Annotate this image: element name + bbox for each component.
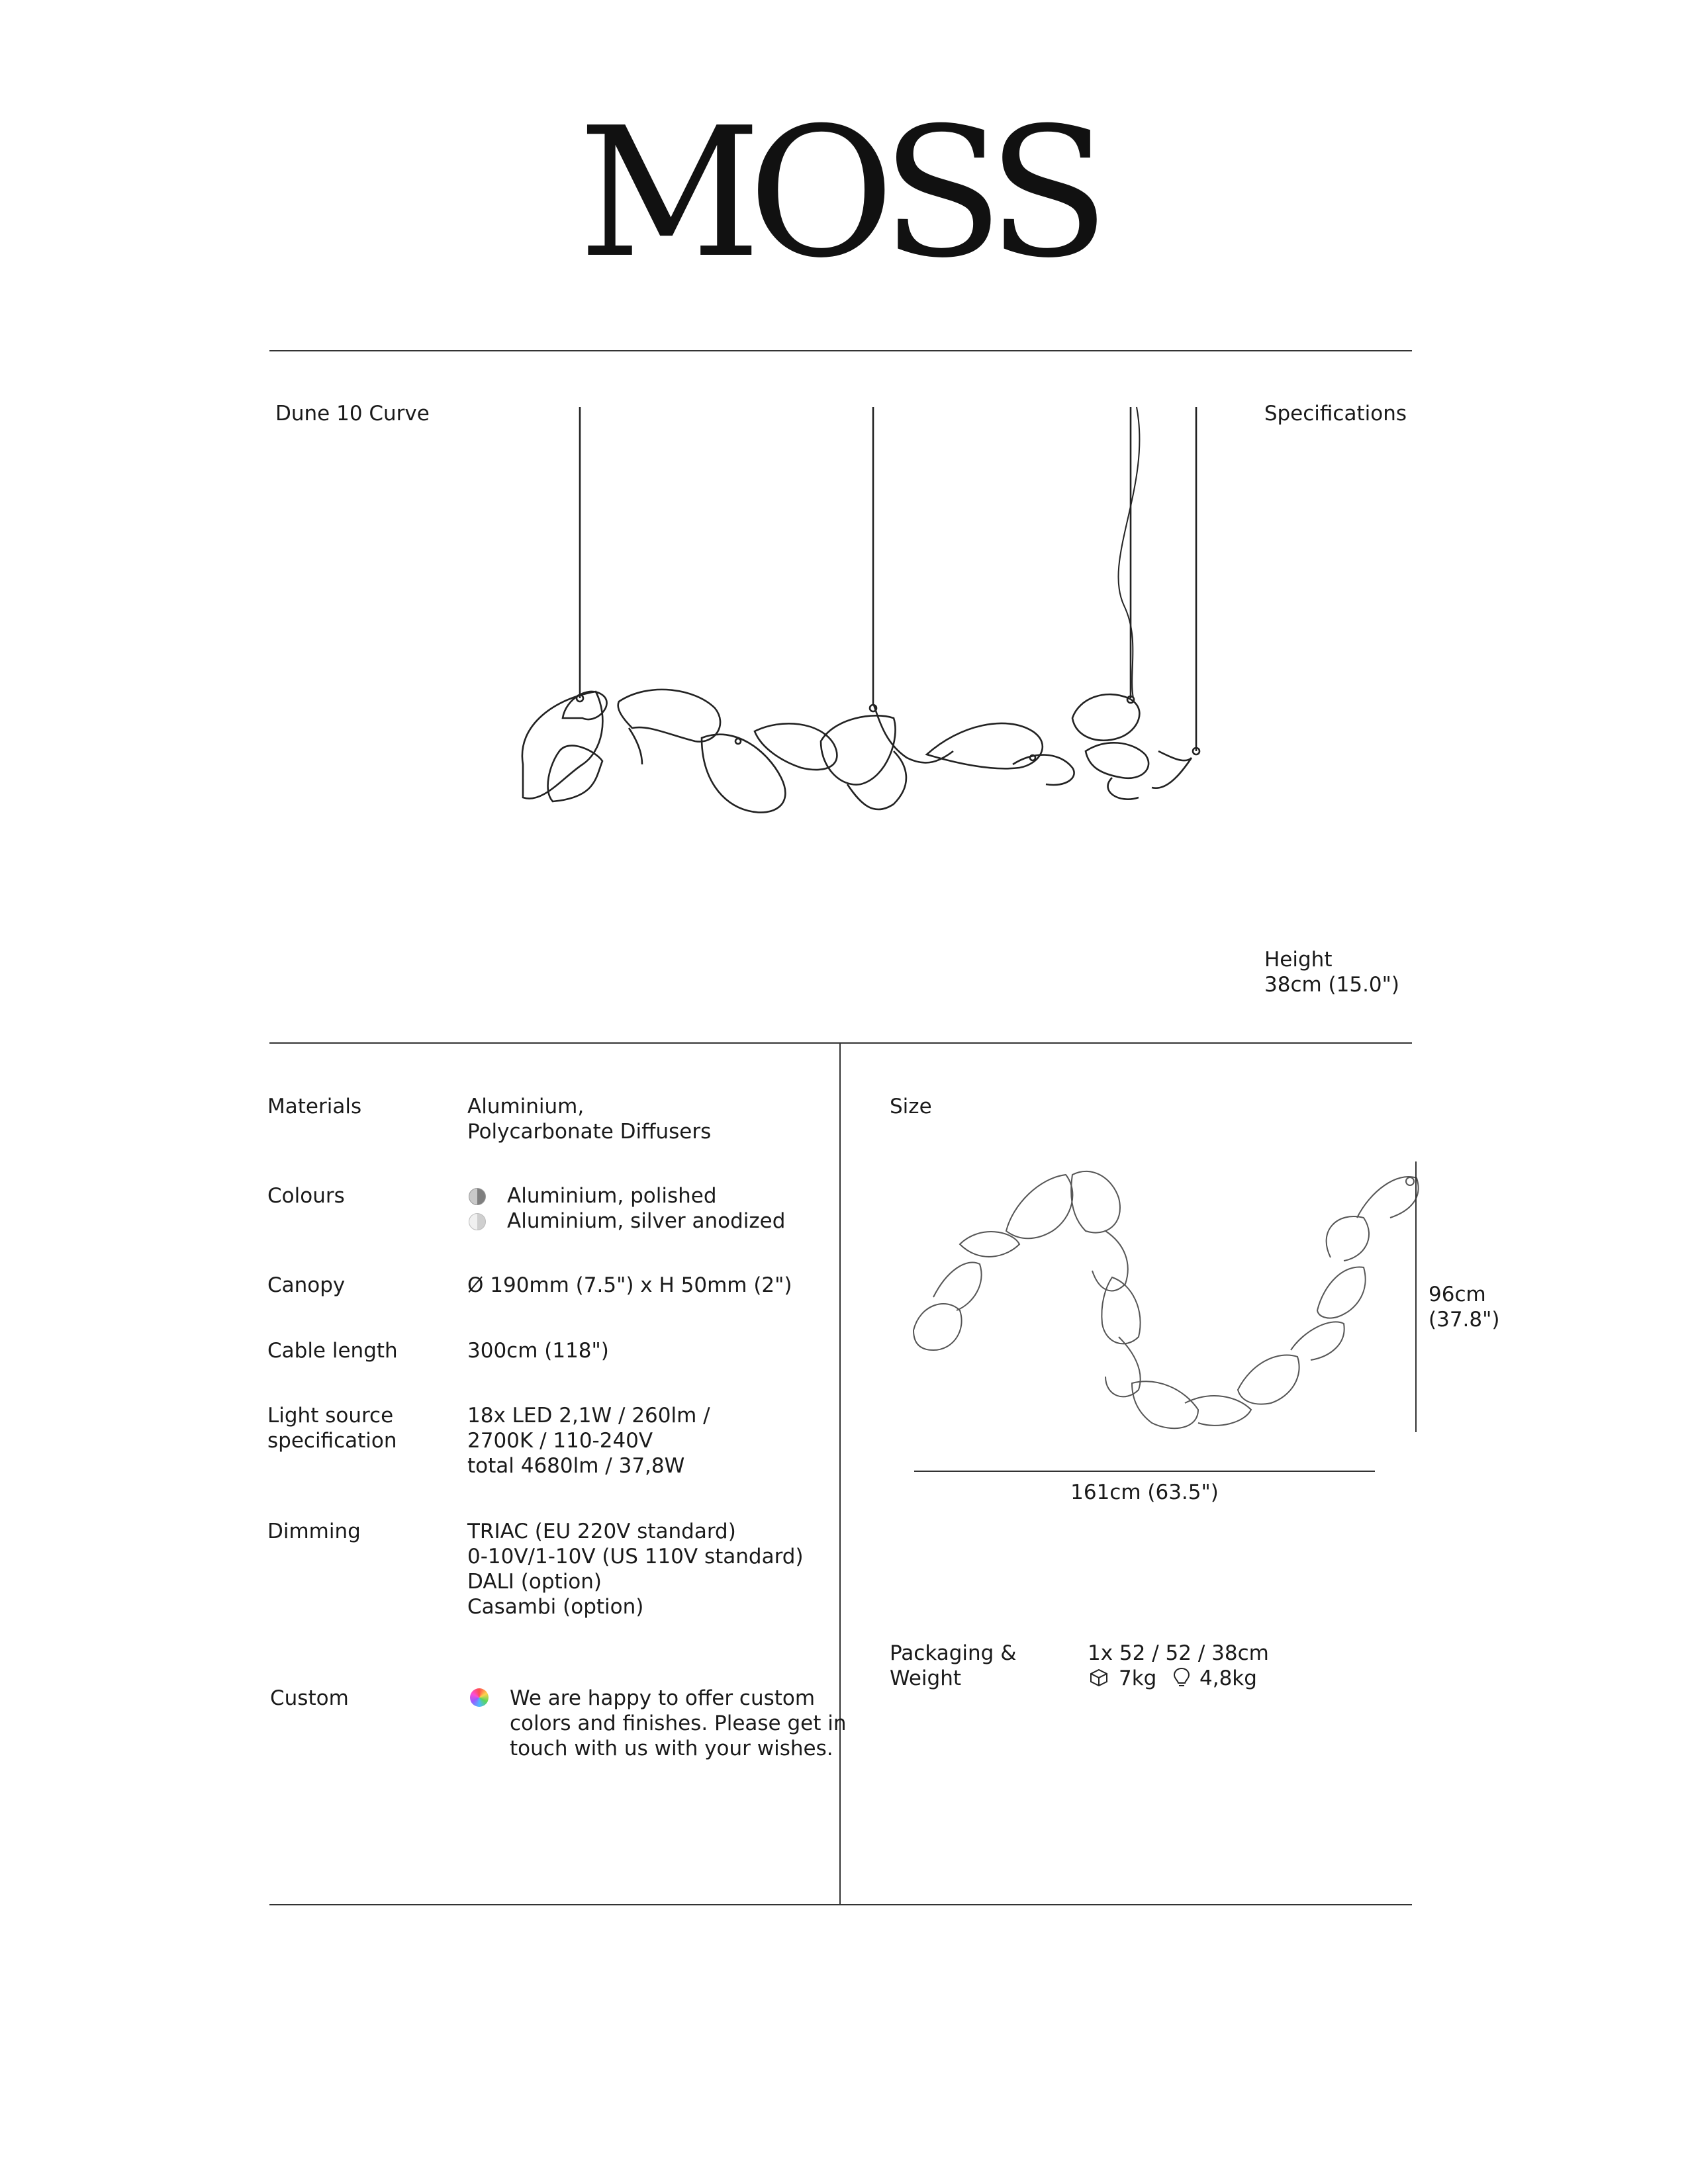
height-dimension-line <box>1415 1161 1417 1432</box>
diffuser-shape <box>847 751 906 809</box>
diffuser-shape <box>914 1304 962 1350</box>
diffuser-shape <box>933 1262 982 1310</box>
height-value: 38cm (15.0") <box>1264 973 1400 997</box>
size-illustration <box>907 1152 1430 1469</box>
materials-value: Aluminium, Polycarbonate Diffusers <box>467 1095 712 1144</box>
diffuser-shape <box>1291 1322 1344 1360</box>
diffuser-shape <box>1072 694 1139 741</box>
cable-length-value: 300cm (118") <box>467 1339 609 1363</box>
top-divider <box>269 350 1412 351</box>
diffuser-shape <box>1238 1355 1299 1404</box>
size-width-value: 161cm (63.5") <box>1070 1480 1219 1504</box>
width-dimension-line <box>914 1471 1375 1472</box>
packaging-label: Packaging & Weight <box>890 1641 1017 1690</box>
product-name: Dune 10 Curve <box>275 402 430 426</box>
light-source-value: 18x LED 2,1W / 260lm / 2700K / 110-240V total 4680lm / 37,8W <box>467 1404 710 1478</box>
diffuser-shape <box>1357 1177 1419 1218</box>
moss-logo <box>578 89 1097 297</box>
color-wheel-icon <box>470 1688 489 1707</box>
lightbulb-icon <box>1172 1666 1192 1689</box>
bottom-divider <box>269 1904 1412 1905</box>
materials-label: Materials <box>267 1095 362 1118</box>
diffuser-shape <box>1105 1337 1141 1396</box>
packaging-dimensions: 1x 52 / 52 / 38cm <box>1088 1641 1269 1665</box>
diffuser-shape <box>1108 778 1139 799</box>
diffuser-shape <box>1317 1267 1366 1318</box>
gross-weight-value: 7kg <box>1119 1666 1157 1690</box>
diffuser-shape <box>629 728 642 764</box>
colours-label: Colours <box>267 1184 345 1208</box>
diffuser-shape <box>821 715 896 784</box>
diffuser-shape <box>1327 1216 1369 1261</box>
diffuser-shape <box>1086 743 1149 778</box>
diffuser-shape <box>1132 1381 1198 1428</box>
diffuser-shape <box>1006 1175 1072 1238</box>
colour-option-label: Aluminium, silver anodized <box>507 1209 786 1233</box>
light-source-label: Light source specification <box>267 1404 397 1453</box>
canopy-value: Ø 190mm (7.5") x H 50mm (2") <box>467 1273 792 1297</box>
diffuser-shape <box>960 1232 1019 1257</box>
dimming-label: Dimming <box>267 1520 361 1543</box>
size-height-value: 96cm (37.8") <box>1429 1283 1500 1332</box>
diffuser-shape <box>1071 1171 1120 1233</box>
diffuser-shape <box>522 692 603 799</box>
diffuser-shape <box>548 746 602 801</box>
swatch-anodized-icon <box>469 1213 486 1230</box>
vertical-divider <box>839 1042 841 1905</box>
connector-node <box>1406 1177 1414 1185</box>
diffuser-shape <box>702 735 785 813</box>
height-label: Height <box>1264 948 1333 972</box>
colour-option-label: Aluminium, polished <box>507 1184 717 1208</box>
product-illustration <box>503 407 1218 870</box>
connector-node <box>1030 755 1035 760</box>
connector-node <box>735 739 741 744</box>
swatch-polished-icon <box>469 1188 486 1205</box>
box-icon <box>1089 1668 1109 1688</box>
cable-length-label: Cable length <box>267 1339 398 1363</box>
diffuser-shape <box>927 723 1043 768</box>
diffuser-shape <box>1152 751 1192 788</box>
svg-text:MOSS: MOSS <box>578 89 1097 297</box>
middle-divider <box>269 1042 1412 1044</box>
custom-value: We are happy to offer custom colors and finishes. Please get in touch with us with your wishes. <box>510 1686 847 1760</box>
size-label: Size <box>890 1095 932 1118</box>
canopy-label: Canopy <box>267 1273 346 1297</box>
diffuser-shape <box>874 705 953 762</box>
net-weight-value: 4,8kg <box>1199 1666 1257 1690</box>
diffuser-shape <box>1013 755 1074 785</box>
suspension-cable <box>1118 407 1139 698</box>
dimming-value: TRIAC (EU 220V standard) 0-10V/1-10V (US 110V standard) DALI (option) Casambi (option) <box>467 1520 804 1619</box>
custom-label: Custom <box>270 1686 349 1710</box>
section-label: Specifications <box>1264 402 1407 426</box>
